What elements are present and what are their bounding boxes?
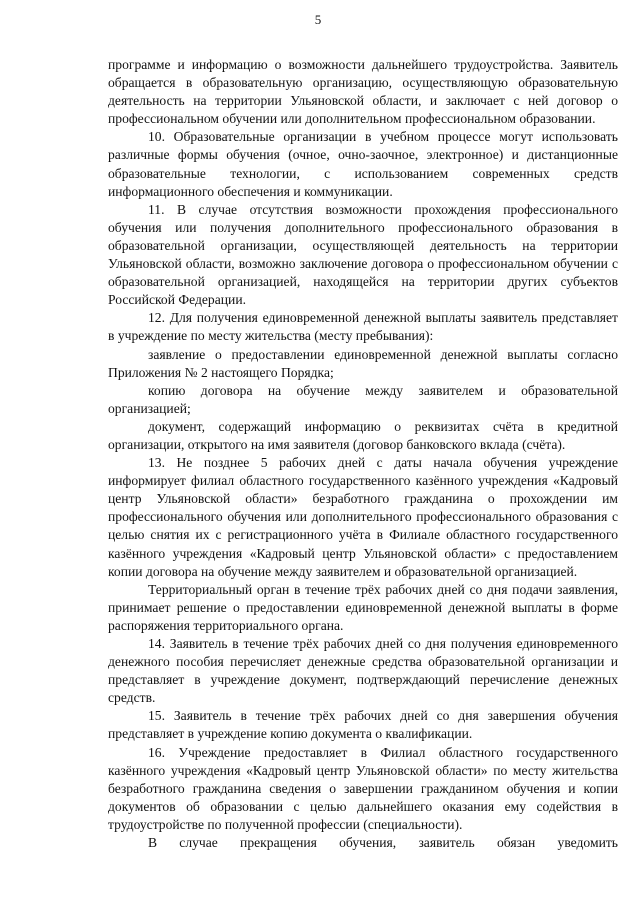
list-item-contract-copy: копию договора на обучение между заявителем и образовательной организацией; xyxy=(108,382,618,416)
paragraph-14: 14. Заявитель в течение трёх рабочих дней со дня получения единовременного денежного пособия перечисляет денежные средства образовательной организации и представляет в учреждение документ, подтверждающий перечисление денежных средств. xyxy=(108,636,618,706)
paragraph-16: 16. Учреждение предоставляет в Филиал областного государственного казённого учреждения «Кадровый центр Ульяновской области» по месту жительства безработного гражданина сведения о завершении гражданином обучения и копии документов об образовании с целью дальнейшего оказания ему содействия в трудоустройстве по полученной профессии (специальности). xyxy=(108,744,618,832)
paragraph-13: 13. Не позднее 5 рабочих дней с даты начала обучения учреждение информирует филиал областного государственного казённого учреждения «Кадровый центр Ульяновской области» безработного гражданина о прохождении им профессионального обучения или дополнительного профессионального образования с целью снятия их с регистрационного учёта в Филиале областного государственного казённого учреждения «Кадровый центр Ульяновской области» с предоставлением копии договора на обучение между заявителем и образовательной организацией. xyxy=(108,455,618,579)
paragraph-continuation: программе и информацию о возможности дальнейшего трудоустройства. Заявитель обращается в образовательную организацию, осуществляющую образовательную деятельность на территории Ульяновской области, и заключает с ней договор о профессиональном обучении или дополнительном профессиональном образовании. xyxy=(108,57,618,127)
page-number: 5 xyxy=(314,12,322,27)
list-item-application: заявление о предоставлении единовременной денежной выплаты согласно Приложения № 2 настоящего Порядка; xyxy=(108,346,618,380)
paragraph-12: 12. Для получения единовременной денежной выплаты заявитель представляет в учреждение по месту жительства (месту пребывания): xyxy=(108,310,618,344)
paragraph-11: 11. В случае отсутствия возможности прохождения профессионального обучения или получения дополнительного профессионального образования в образовательной организации, осуществляющей деятельность на территории Ульяновской области, возможно заключение договора о профессиональном обучении с образовательной организацией, находящейся на территории других субъектов Российской Федерации. xyxy=(108,201,618,308)
paragraph-10: 10. Образовательные организации в учебном процессе могут использовать различные формы обучения (очное, очно-заочное, электронное) и дистанционные образовательные технологии, с использованием современных средств информационного обеспечения и коммуникации. xyxy=(108,129,618,199)
list-item-bank-details: документ, содержащий информацию о реквизитах счёта в кредитной организации, открытого на имя заявителя (договор банковского вклада (счёта). xyxy=(108,418,618,452)
paragraph-territorial-body: Территориальный орган в течение трёх рабочих дней со дня подачи заявления, принимает решение о предоставлении единовременной денежной выплаты в форме распоряжения территориального органа. xyxy=(108,581,618,633)
paragraph-15: 15. Заявитель в течение трёх рабочих дней со дня завершения обучения представляет в учреждение копию документа о квалификации. xyxy=(108,708,618,742)
paragraph-termination: В случае прекращения обучения, заявитель обязан уведомить xyxy=(148,835,618,851)
